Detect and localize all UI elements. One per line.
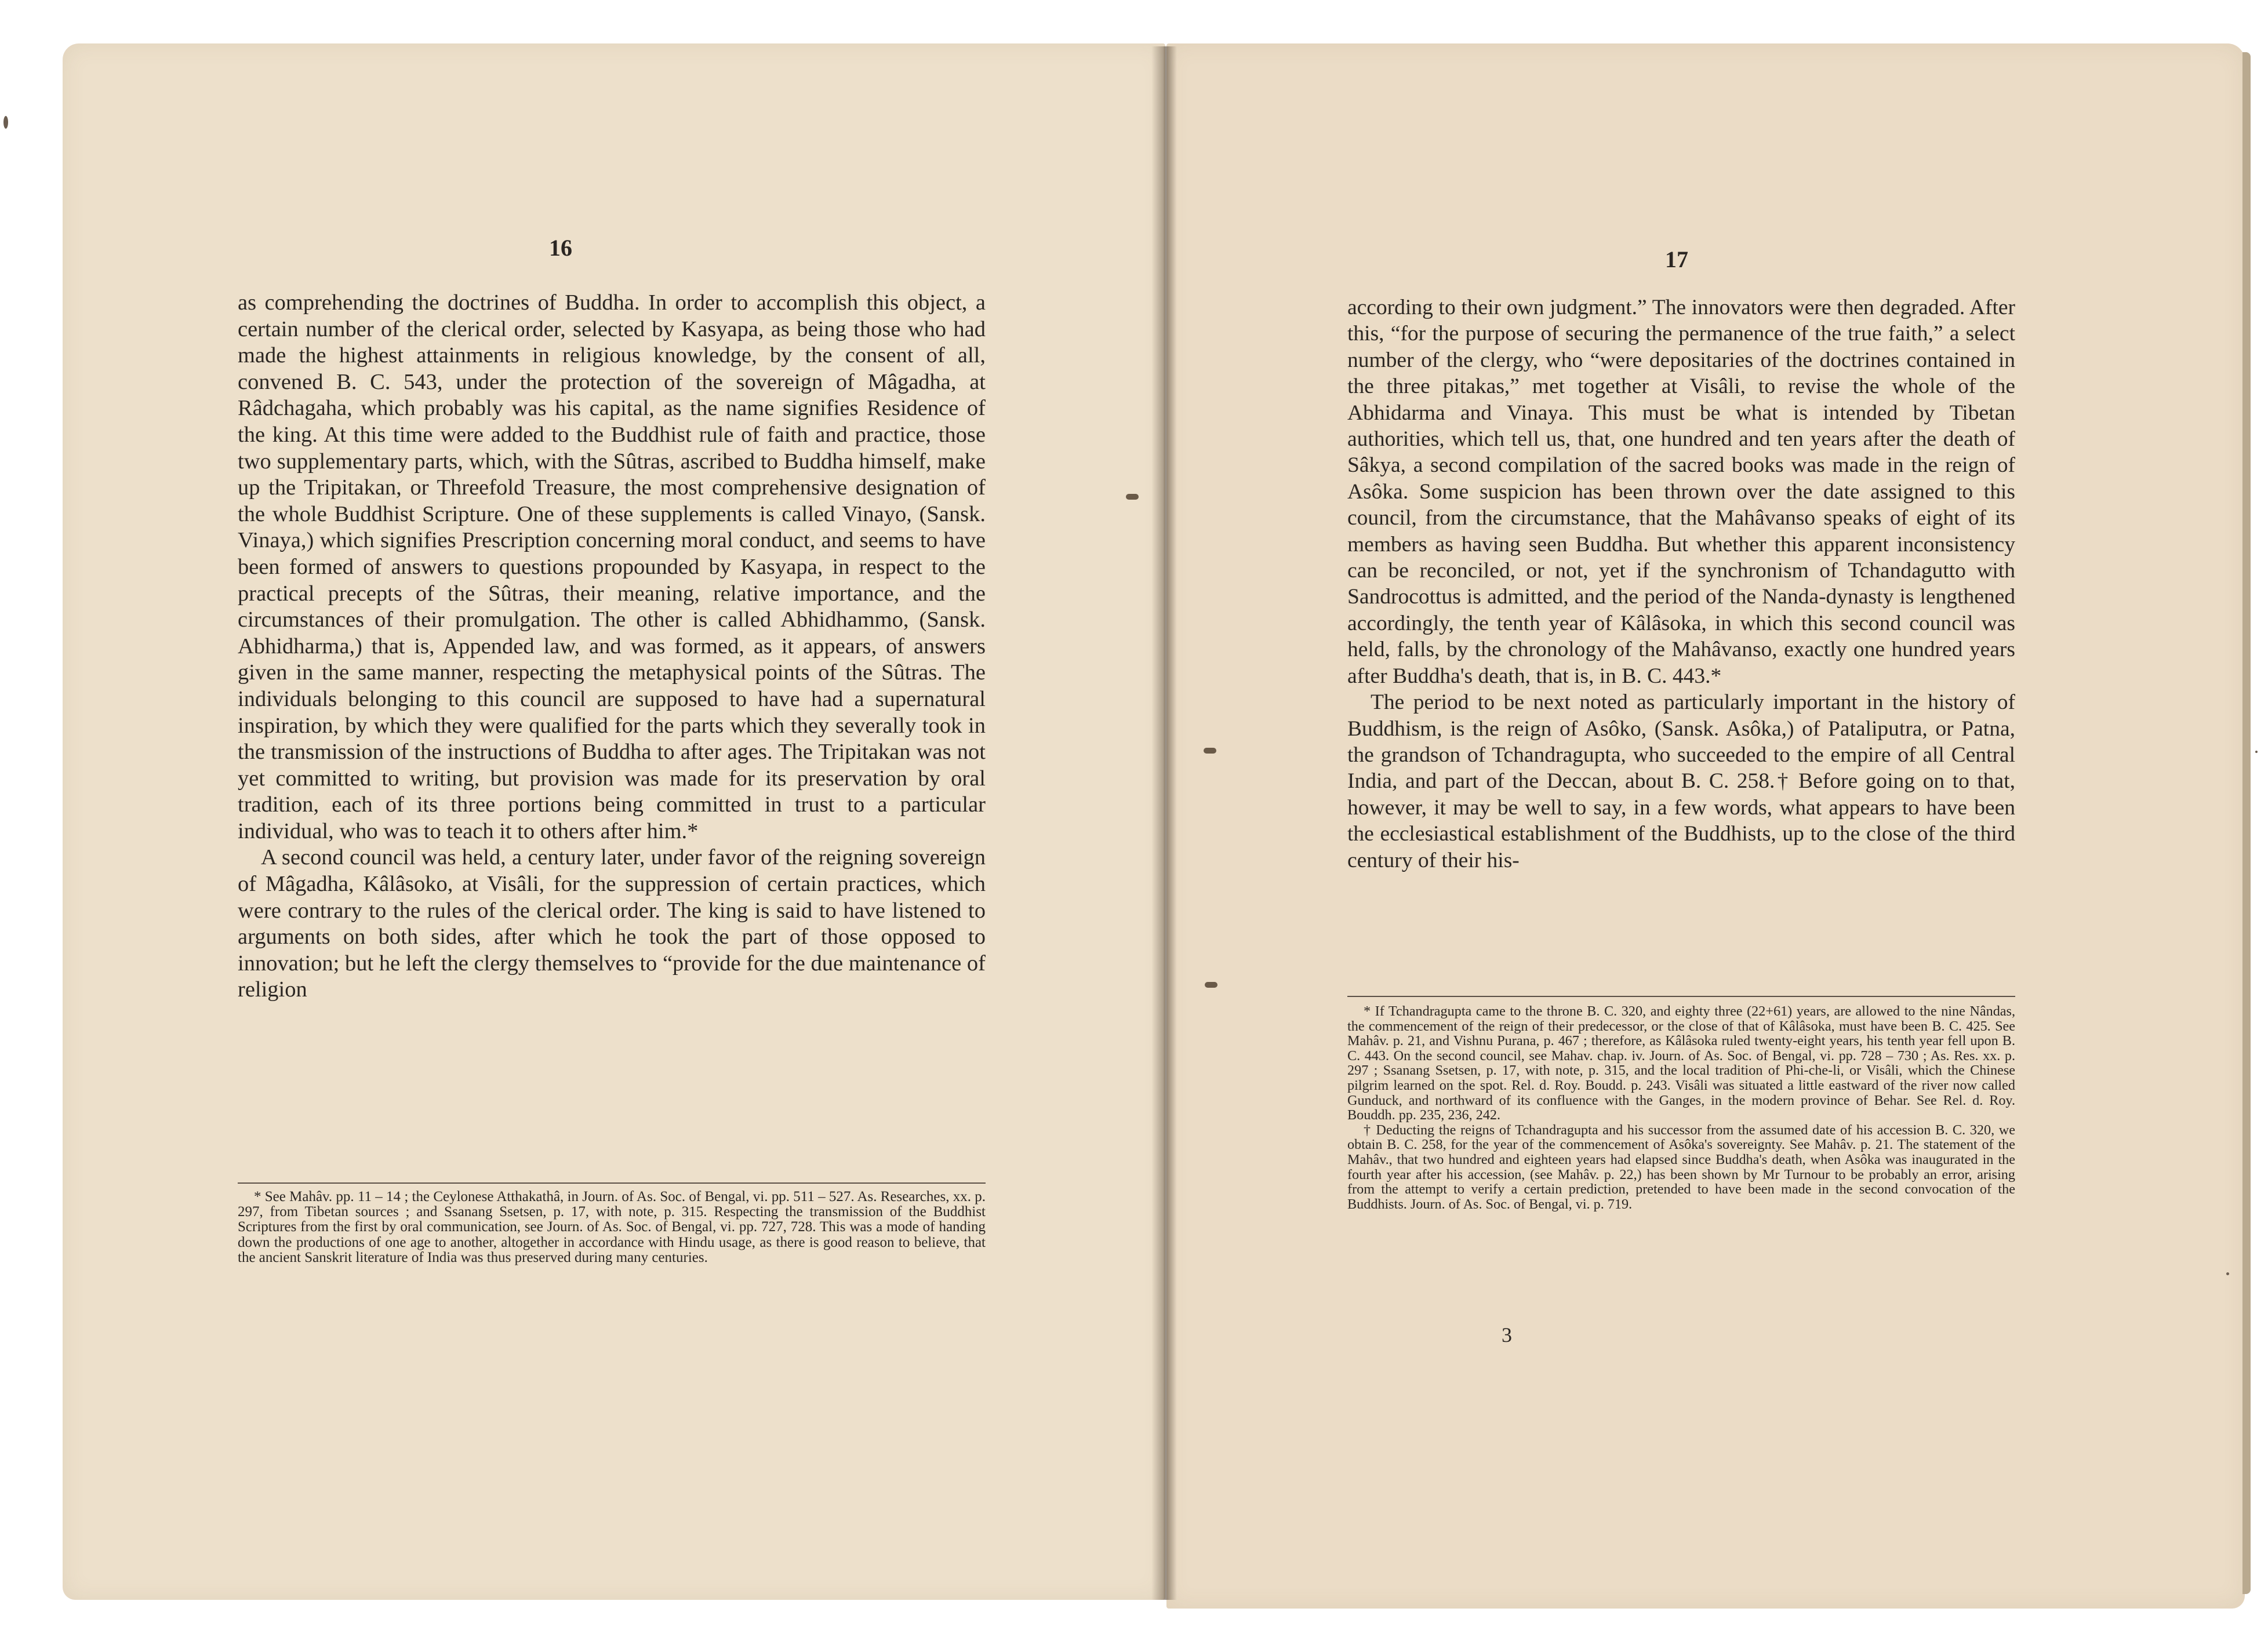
paragraph: as comprehending the doctrines of Buddha. In order to accomplish this object, a certain number of the clerical order, selected by Kasyapa, as being those who had made the highest attainments in religious knowledge, by the consent of all, convened B. C. 543, under the protection of the sovereign of Mâgadha, at Râdchagaha, which probably was his capital, as the name signifies Residence of the king. At this time were added to the Buddhist rule of faith and practice, those two supplementary parts, which, with the Sûtras, ascribed to Buddha himself, make up the Tripitakan, or Threefold Treasure, the most comprehensive designation of the whole Buddhist Scripture. One of these supplements is called Vinayo, (Sansk. Vinaya,) which signifies Prescription concerning moral conduct, and seems to have been formed of answers to questions propounded by Kasyapa, in respect to the practical precepts of the Sûtras, their meaning, relative importance, and the circumstances of their promulgation. The other is called Abhidhammo, (Sansk. Abhidharma,) that is, Appended law, and was formed, as it appears, of answers given in the same manner, respecting the metaphysical points of the Sûtras. The individuals belonging to this council are supposed to have had a supernatural inspiration, by which they were qualified for the parts which they severally took in the transmission of the instructions of Buddha to after ages. The Tripitakan was not yet committed to writing, but provision was made for its preservation by oral tradition, each of its three portions being committed in trust to a particular individual, who was to teach it to others after him.* — [238, 290, 986, 843]
footnote: † Deducting the reigns of Tchandragupta and his successor from the assumed date of his accession B. C. 320, we obtain B. C. 258, for the year of the commencement of Asôka's sovereignty. See Mahâv. p. 21. The statement of the Mahâv., that two hundred and eighteen years had elapsed since Buddha's death, when Asôka was inaugurated in the fourth year after his accession, (see Mahâv. p. 22,) has been shown by Mr Turnour to be probably an error, arising from the attempt to verify a certain prediction, pretended to have been made in the second convocation of the Buddhists. Journ. of As. Soc. of Bengal, vi. p. 719. — [1347, 1122, 2015, 1212]
paragraph: A second council was held, a century later, under favor of the reigning sovereign of Mâgadha, Kâlâsoko, at Visâli, for the suppression of certain practices, which were contrary to the rules of the clerical order. The king is said to have listened to arguments on both sides, after which he took the part of those opposed to innovation; but he left the clergy themselves to “provide for the due maintenance of religion — [238, 845, 986, 1002]
paper-speck — [2255, 751, 2258, 753]
footnotes — [1347, 1004, 2015, 1211]
footnote-rule — [238, 1182, 986, 1184]
footnote: * See Mahâv. pp. 11 – 14 ; the Ceylonese Atthakathâ, in Journ. of As. Soc. of Bengal, vi. pp. 511 – 527. As. Researches, xx. p. 297, from Tibetan sources ; and Ssanang Ssetsen, p. 17, with note, p. 315. Respecting the transmission of the Buddhist Scriptures from the first by oral communication, see Journ. of As. Soc. of Bengal, vi. pp. 727, 728. This was a mode of handing down the productions of one age to another, altogether in accordance with Hindu usage, as there is good reason to believe, that the ancient Sanskrit literature of India was thus preserved during many centuries. — [238, 1189, 986, 1265]
body-text — [1347, 294, 2015, 874]
footnote: * If Tchandragupta came to the throne B. C. 320, and eighty three (22+61) years, are allowed to the nine Nândas, the commencement of the reign of their predecessor, or the close of that of Kâlâsoka, must have been B. C. 425. See Mahâv. p. 21, and Vishnu Purana, p. 467 ; therefore, as Kâlâsoka ruled twenty-eight years, his tenth year fell upon B. C. 443. On the second council, see Mahav. chap. iv. Journ. of As. Soc. of Bengal, vi. pp. 728 – 730 ; As. Res. xx. p. 297 ; Ssanang Ssetsen, p. 17, with note, p. 315, and the local tradition of Phi-che-li, or Visâli, which the Chinese pilgrim learned on the spot. Rel. d. Roy. Boudd. p. 243. Visâli was situated a little eastward of the river now called Gunduck, and northward of its confluence with the Ganges, in the modern province of Behar. See Rel. d. Roy. Bouddh. pp. 235, 236, 242. — [1347, 1003, 2015, 1123]
page-number: 16 — [549, 235, 572, 261]
page-edge — [2242, 52, 2251, 1594]
paper-speck — [3, 116, 8, 129]
binding-hole — [1204, 748, 1216, 754]
binding-hole — [1205, 982, 1217, 988]
paragraph: The period to be next noted as particularly important in the history of Buddhism, is the reign of Asôko, (Sansk. Asôka,) of Pataliputra, or Patna, the grandson of Tchandragupta, who succeeded to the empire of all Central India, and part of the Deccan, about B. C. 258.† Before going on to that, however, it may be well to say, in a few words, what appears to have been the ecclesiastical establishment of the Buddhists, up to the close of the third century of their his- — [1347, 690, 2015, 872]
page-number: 17 — [1665, 246, 1688, 272]
paragraph: according to their own judgment.” The innovators were then degraded. After this, “for the purpose of securing the permanence of the true faith,” a select number of the clergy, who “were depositaries of the doctrines contained in the three pitakas,” met together at Visâli, to revise the whole of the Abhidarma and Vinaya. This must be what is intended by Tibetan authorities, which tell us, that, one hundred and ten years after the death of Sâkya, a second compilation of the sacred books was made in the reign of Asôka. Some suspicion has been thrown over the date assigned to this council, from the circumstance, that the Mahâvanso speaks of eight of its members as having seen Buddha. But whether this apparent inconsistency can be reconciled, or not, yet if the synchronism of Tchandagutto with Sandrocottus is admitted, and the period of the Nanda-dynasty is lengthened accordingly, the tenth year of Kâlâsoka, in which this second council was held, falls, by the chronology of the Mahâvanso, exactly one hundred years after Buddha's death, that is, in B. C. 443.* — [1347, 296, 2015, 688]
signature-mark: 3 — [1502, 1323, 1512, 1347]
paper-speck — [2226, 1272, 2229, 1275]
book-gutter — [1151, 46, 1177, 1600]
footnotes — [238, 1189, 986, 1265]
binding-hole — [1126, 494, 1139, 500]
footnote-rule — [1347, 996, 2015, 997]
body-text — [238, 290, 986, 1003]
